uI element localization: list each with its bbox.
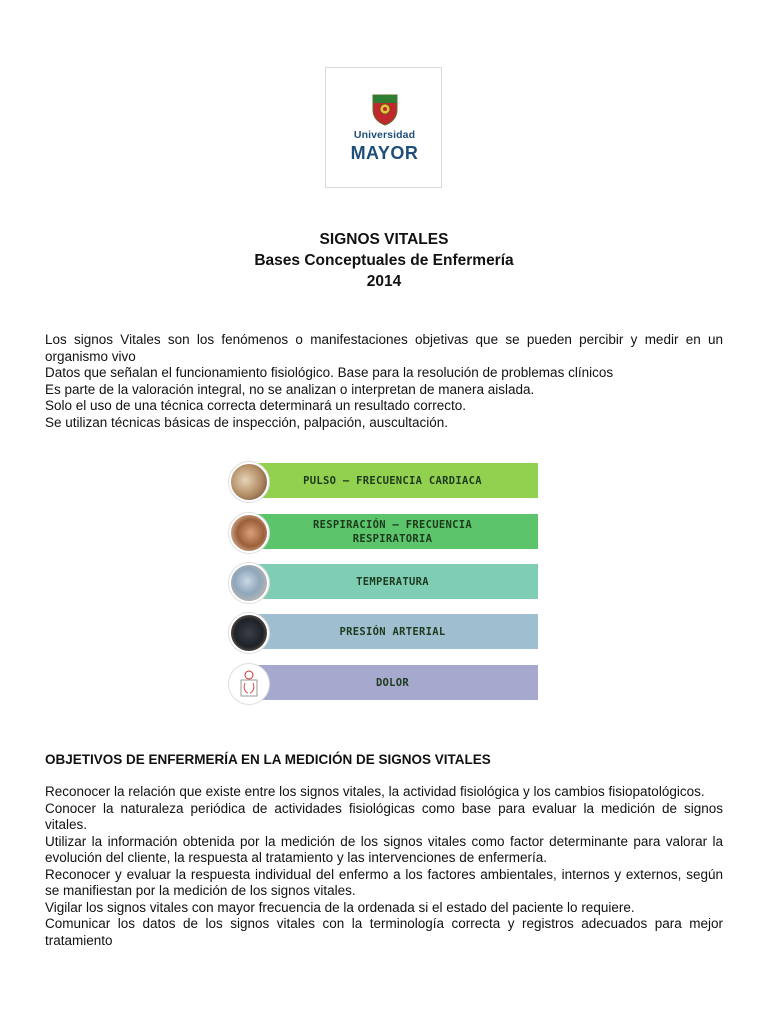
objective-line: vitales.	[45, 817, 88, 832]
objective-line: Conocer la naturaleza periódica de actividades fisiológicas como base para evaluar la medición de signos	[45, 800, 723, 816]
objective-line: Comunicar los datos de los signos vitales con la terminología correcta y registros adecuados para mejor	[45, 916, 723, 931]
vital-sign-bar-temperature	[247, 564, 538, 599]
logo-text-mayor: MAYOR	[350, 143, 419, 163]
objective-line: evolución del cliente, la respuesta al tratamiento y las intervenciones de enfermería.	[45, 850, 548, 865]
objective-line: tratamiento	[45, 932, 113, 948]
vital-signs-graphic	[229, 462, 541, 702]
vital-sign-label: PRESIÓN ARTERIAL	[339, 625, 446, 638]
vital-sign-label: PULSO – FRECUENCIA CARDIACA	[303, 474, 482, 487]
objective-line: se manifiestan por la medición de los signos vitales.	[45, 883, 356, 898]
title-line-1: SIGNOS VITALES	[319, 231, 449, 248]
intro-line: Los signos Vitales son los fenómenos o manifestaciones objetivas que se pueden percibir y medir en un	[45, 332, 723, 347]
university-logo	[325, 67, 442, 188]
vital-sign-bar-pulse	[247, 463, 538, 498]
pulse-photo-icon	[229, 462, 269, 502]
title-line-3: 2014	[366, 273, 402, 290]
vital-sign-label: TEMPERATURA	[356, 575, 429, 588]
intro-line: organismo vivo	[45, 348, 136, 364]
pain-diagram-icon	[229, 664, 269, 704]
blood-pressure-photo-icon	[229, 613, 269, 653]
objective-line: Reconocer y evaluar la respuesta individual del enfermo a los factores ambientales, internos y externos, según	[45, 866, 723, 882]
title-line-2: Bases Conceptuales de Enfermería	[254, 252, 514, 269]
intro-line: Se utilizan técnicas básicas de inspección, palpación, auscultación.	[45, 414, 448, 430]
vital-sign-bar-pain	[247, 665, 538, 700]
objective-line: Utilizar la información obtenida por la medición de los signos vitales como factor determinante para valorar la	[45, 833, 723, 849]
thermometer-photo-icon	[229, 563, 269, 603]
intro-paragraph	[45, 332, 723, 431]
intro-line: Es parte de la valoración integral, no se analizan o interpretan de manera aislada.	[45, 381, 535, 397]
vital-sign-label: RESPIRACIÓN – FRECUENCIA	[313, 518, 472, 531]
objectives-heading: OBJETIVOS DE ENFERMERÍA EN LA MEDICIÓN DE SIGNOS VITALES	[45, 752, 491, 767]
respiration-photo-icon	[229, 513, 269, 553]
vital-sign-bar-respiration	[247, 514, 538, 549]
objectives-paragraph	[45, 784, 723, 949]
intro-line: Solo el uso de una técnica correcta determinará un resultado correcto.	[45, 398, 466, 413]
objective-line: Vigilar los signos vitales con mayor frecuencia de la ordenada si el estado del paciente lo requiere.	[45, 899, 635, 915]
vital-sign-bar-blood-pressure	[247, 614, 538, 649]
intro-line: Datos que señalan el funcionamiento fisiológico. Base para la resolución de problemas clínicos	[45, 365, 614, 380]
vital-sign-label: RESPIRATORIA	[352, 532, 433, 545]
document-title	[0, 229, 768, 292]
objective-line: Reconocer la relación que existe entre los signos vitales, la actividad fisiológica y los cambios fisiopatológicos.	[45, 784, 705, 799]
vital-sign-label: DOLOR	[375, 676, 410, 689]
university-shield-crest-icon	[372, 94, 398, 126]
logo-text-universidad: Universidad	[353, 129, 416, 141]
